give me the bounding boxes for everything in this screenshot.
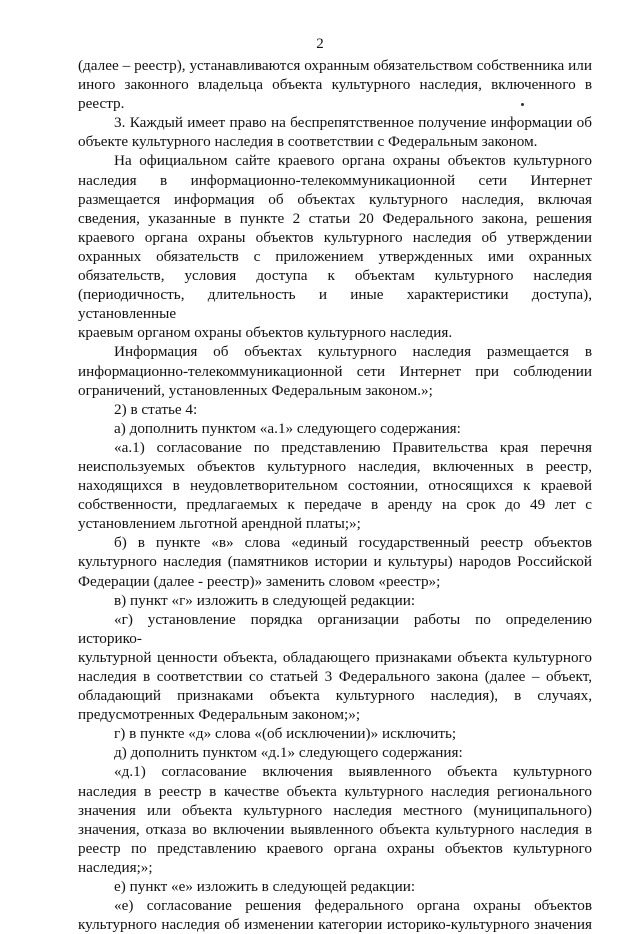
text-line: «г) установление порядка организации работы по определению историко- <box>78 610 592 647</box>
text-line: иного законного владельца объекта культурного наследия, включенного в <box>78 76 592 94</box>
text-line: сведения, указанные в пункте 2 статьи 20 Федерального закона, решения <box>78 209 592 227</box>
text-line: неиспользуемых объектов культурного наследия, включенных в реестр, <box>78 457 592 475</box>
text-line: г) в пункте «д» слова «(об исключении)» исключить; <box>114 725 457 743</box>
text-line: размещается информация об объектах культурного наследия, включая <box>78 190 592 208</box>
text-line: наследия в информационно-телекоммуникационной сети Интернет <box>78 171 592 189</box>
text-line: реестр. <box>78 95 125 113</box>
text-line: «е) согласование решения федерального органа охраны объектов <box>114 897 592 915</box>
text-line: предусмотренных Федеральным законом;»; <box>78 706 361 724</box>
text-line: реестр по представлению краевого органа охраны объектов культурного <box>78 839 592 857</box>
text-line: краевого органа охраны объектов культурного наследия об утверждении <box>78 228 592 246</box>
text-line: «д.1) согласование включения выявленного объекта культурного <box>114 763 592 781</box>
text-line: значения или объекта культурного наследия местного (муниципального) <box>78 801 592 819</box>
text-line: в) пункт «г» изложить в следующей редакции: <box>114 591 416 609</box>
text-line: наследия;»; <box>78 858 153 876</box>
text-line: д) дополнить пунктом «д.1» следующего содержания: <box>114 744 463 762</box>
text-line: а) дополнить пунктом «а.1» следующего содержания: <box>114 419 461 437</box>
text-line: установлением льготной арендной платы;»; <box>78 515 361 533</box>
text-line: (далее – реестр), устанавливаются охранным обязательством собственника или <box>78 57 592 74</box>
text-line: находящихся в неудовлетворительном состоянии, относящихся к краевой <box>78 477 592 495</box>
text-line: культурной ценности объекта, обладающего признаками объекта культурного <box>78 648 592 666</box>
text-line: обязательств, условия доступа к объектам культурного наследия <box>78 267 592 285</box>
text-line: наследия в реестр в качестве объекта культурного наследия регионального <box>78 782 592 800</box>
text-line: информационно-телекоммуникационной сети Интернет при соблюдении <box>78 362 592 380</box>
text-line: «а.1) согласование по представлению Правительства края перечня <box>114 438 592 456</box>
text-line: Информация об объектах культурного наследия размещается в <box>114 343 592 361</box>
text-line: Федерации (далее - реестр)» заменить словом «реестр»; <box>78 572 441 590</box>
text-line: культурного наследия (памятников истории и культуры) народов Российской <box>78 553 592 571</box>
text-line: (периодичность, длительность и иные характеристики доступа), установленные <box>78 286 592 323</box>
text-line: значения, отказа во включении выявленного объекта культурного наследия в <box>78 820 592 838</box>
text-line: е) пункт «е» изложить в следующей редакции: <box>114 878 416 896</box>
text-line: охранных обязательств с приложением утвержденных ими охранных <box>78 247 592 265</box>
text-line: культурного наследия об изменении категории историко-культурного значения <box>78 916 592 934</box>
text-line: обладающий признаками объекта культурного наследия), в случаях, <box>78 687 592 705</box>
text-line: краевым органом охраны объектов культурного наследия. <box>78 324 453 342</box>
text-line: собственности, предлагаемых к передаче в аренду на срок до 49 лет с <box>78 496 592 514</box>
text-line: наследия в соответствии со статьей 3 Федерального закона (далее – объект, <box>78 668 592 685</box>
text-line: ограничений, установленных Федеральным законом.»; <box>78 381 433 399</box>
text-line: б) в пункте «в» слова «единый государственный реестр объектов <box>114 534 592 552</box>
text-line: 2) в статье 4: <box>114 400 198 418</box>
text-line: 3. Каждый имеет право на беспрепятственное получение информации об <box>114 114 592 132</box>
document-body <box>78 56 592 934</box>
text-line: объекте культурного наследия в соответствии с Федеральным законом. <box>78 133 538 151</box>
page-number: 2 <box>316 36 324 52</box>
text-line: На официальном сайте краевого органа охраны объектов культурного <box>114 152 592 170</box>
